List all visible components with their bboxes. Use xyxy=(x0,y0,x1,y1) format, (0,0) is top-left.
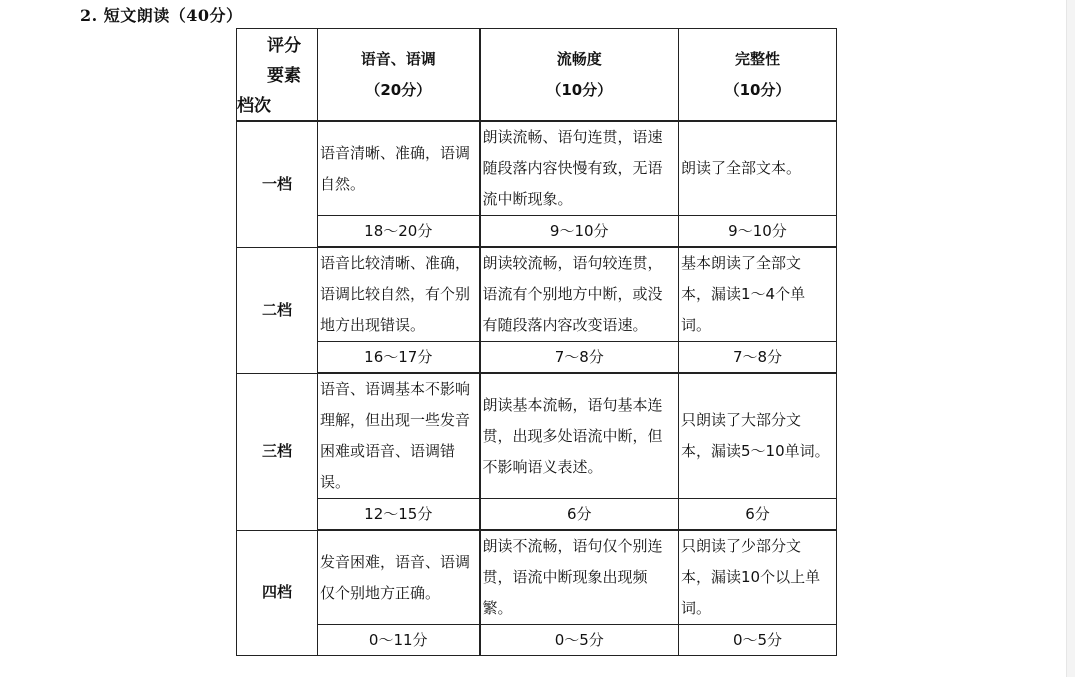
level-row-1 xyxy=(237,121,837,216)
level-3-fluency-score: 6分 xyxy=(480,499,679,531)
level-row-4-scores xyxy=(237,625,837,656)
level-4-fluency-desc: 朗读不流畅，语句仅个别连 贯，语流中断现象出现频 繁。 xyxy=(480,530,679,625)
level-label-1: 一档 xyxy=(237,121,318,247)
level-3-fluency-desc: 朗读基本流畅，语句基本连 贯，出现多处语流中断，但 不影响语义表述。 xyxy=(480,373,679,499)
header-pronunciation-points: （20分） xyxy=(365,80,432,99)
level-label-2: 二档 xyxy=(237,247,318,373)
header-fluency-points: （10分） xyxy=(546,80,613,99)
level-row-4 xyxy=(237,530,837,625)
level-2-pronunciation-score: 16～17分 xyxy=(318,342,480,374)
level-2-completeness-desc: 基本朗读了全部文 本，漏读1～4个单 词。 xyxy=(679,247,837,342)
level-3-pronunciation-desc: 语音、语调基本不影响 理解，但出现一些发音 困难或语音、语调错 误。 xyxy=(318,373,480,499)
header-completeness xyxy=(679,29,837,122)
header-fluency-name: 流畅度 xyxy=(556,49,602,68)
level-2-pronunciation-desc: 语音比较清晰、准确， 语调比较自然，有个别 地方出现错误。 xyxy=(318,247,480,342)
corner-label-elements: 要素 xyxy=(267,66,301,86)
level-row-3 xyxy=(237,373,837,499)
level-1-completeness-desc: 朗读了全部文本。 xyxy=(679,121,837,216)
level-4-completeness-desc: 只朗读了少部分文 本，漏读10个以上单 词。 xyxy=(679,530,837,625)
level-2-completeness-score: 7～8分 xyxy=(679,342,837,374)
level-label-3: 三档 xyxy=(237,373,318,530)
level-1-pronunciation-desc: 语音清晰、准确，语调 自然。 xyxy=(318,121,480,216)
level-label-4: 四档 xyxy=(237,530,318,656)
level-4-fluency-score: 0～5分 xyxy=(480,625,679,656)
level-3-completeness-score: 6分 xyxy=(679,499,837,531)
level-3-pronunciation-score: 12～15分 xyxy=(318,499,480,531)
level-1-pronunciation-score: 18～20分 xyxy=(318,216,480,248)
scoring-rubric-table xyxy=(236,28,837,656)
level-1-fluency-desc: 朗读流畅、语句连贯，语速 随段落内容快慢有致，无语 流中断现象。 xyxy=(480,121,679,216)
level-4-completeness-score: 0～5分 xyxy=(679,625,837,656)
header-pronunciation-name: 语音、语调 xyxy=(360,49,436,68)
level-1-completeness-score: 9～10分 xyxy=(679,216,837,248)
corner-label-scoring: 评分 xyxy=(267,36,301,56)
level-row-2-scores xyxy=(237,342,837,374)
level-2-fluency-score: 7～8分 xyxy=(480,342,679,374)
header-completeness-name: 完整性 xyxy=(734,49,780,68)
level-row-1-scores xyxy=(237,216,837,248)
level-row-3-scores xyxy=(237,499,837,531)
header-pronunciation xyxy=(318,29,480,122)
header-fluency xyxy=(480,29,679,122)
level-2-fluency-desc: 朗读较流畅，语句较连贯， 语流有个别地方中断，或没 有随段落内容改变语速。 xyxy=(480,247,679,342)
level-4-pronunciation-desc: 发音困难，语音、语调 仅个别地方正确。 xyxy=(318,530,480,625)
section-title: 2. 短文朗读（40分） xyxy=(80,6,243,25)
table-header-row xyxy=(237,29,837,122)
level-row-2 xyxy=(237,247,837,342)
corner-header-cell xyxy=(237,29,318,122)
corner-label-level: 档次 xyxy=(237,96,271,116)
level-3-completeness-desc: 只朗读了大部分文 本，漏读5～10单词。 xyxy=(679,373,837,499)
vertical-scrollbar[interactable] xyxy=(1066,0,1075,677)
header-completeness-points: （10分） xyxy=(724,80,791,99)
level-4-pronunciation-score: 0～11分 xyxy=(318,625,480,656)
level-1-fluency-score: 9～10分 xyxy=(480,216,679,248)
